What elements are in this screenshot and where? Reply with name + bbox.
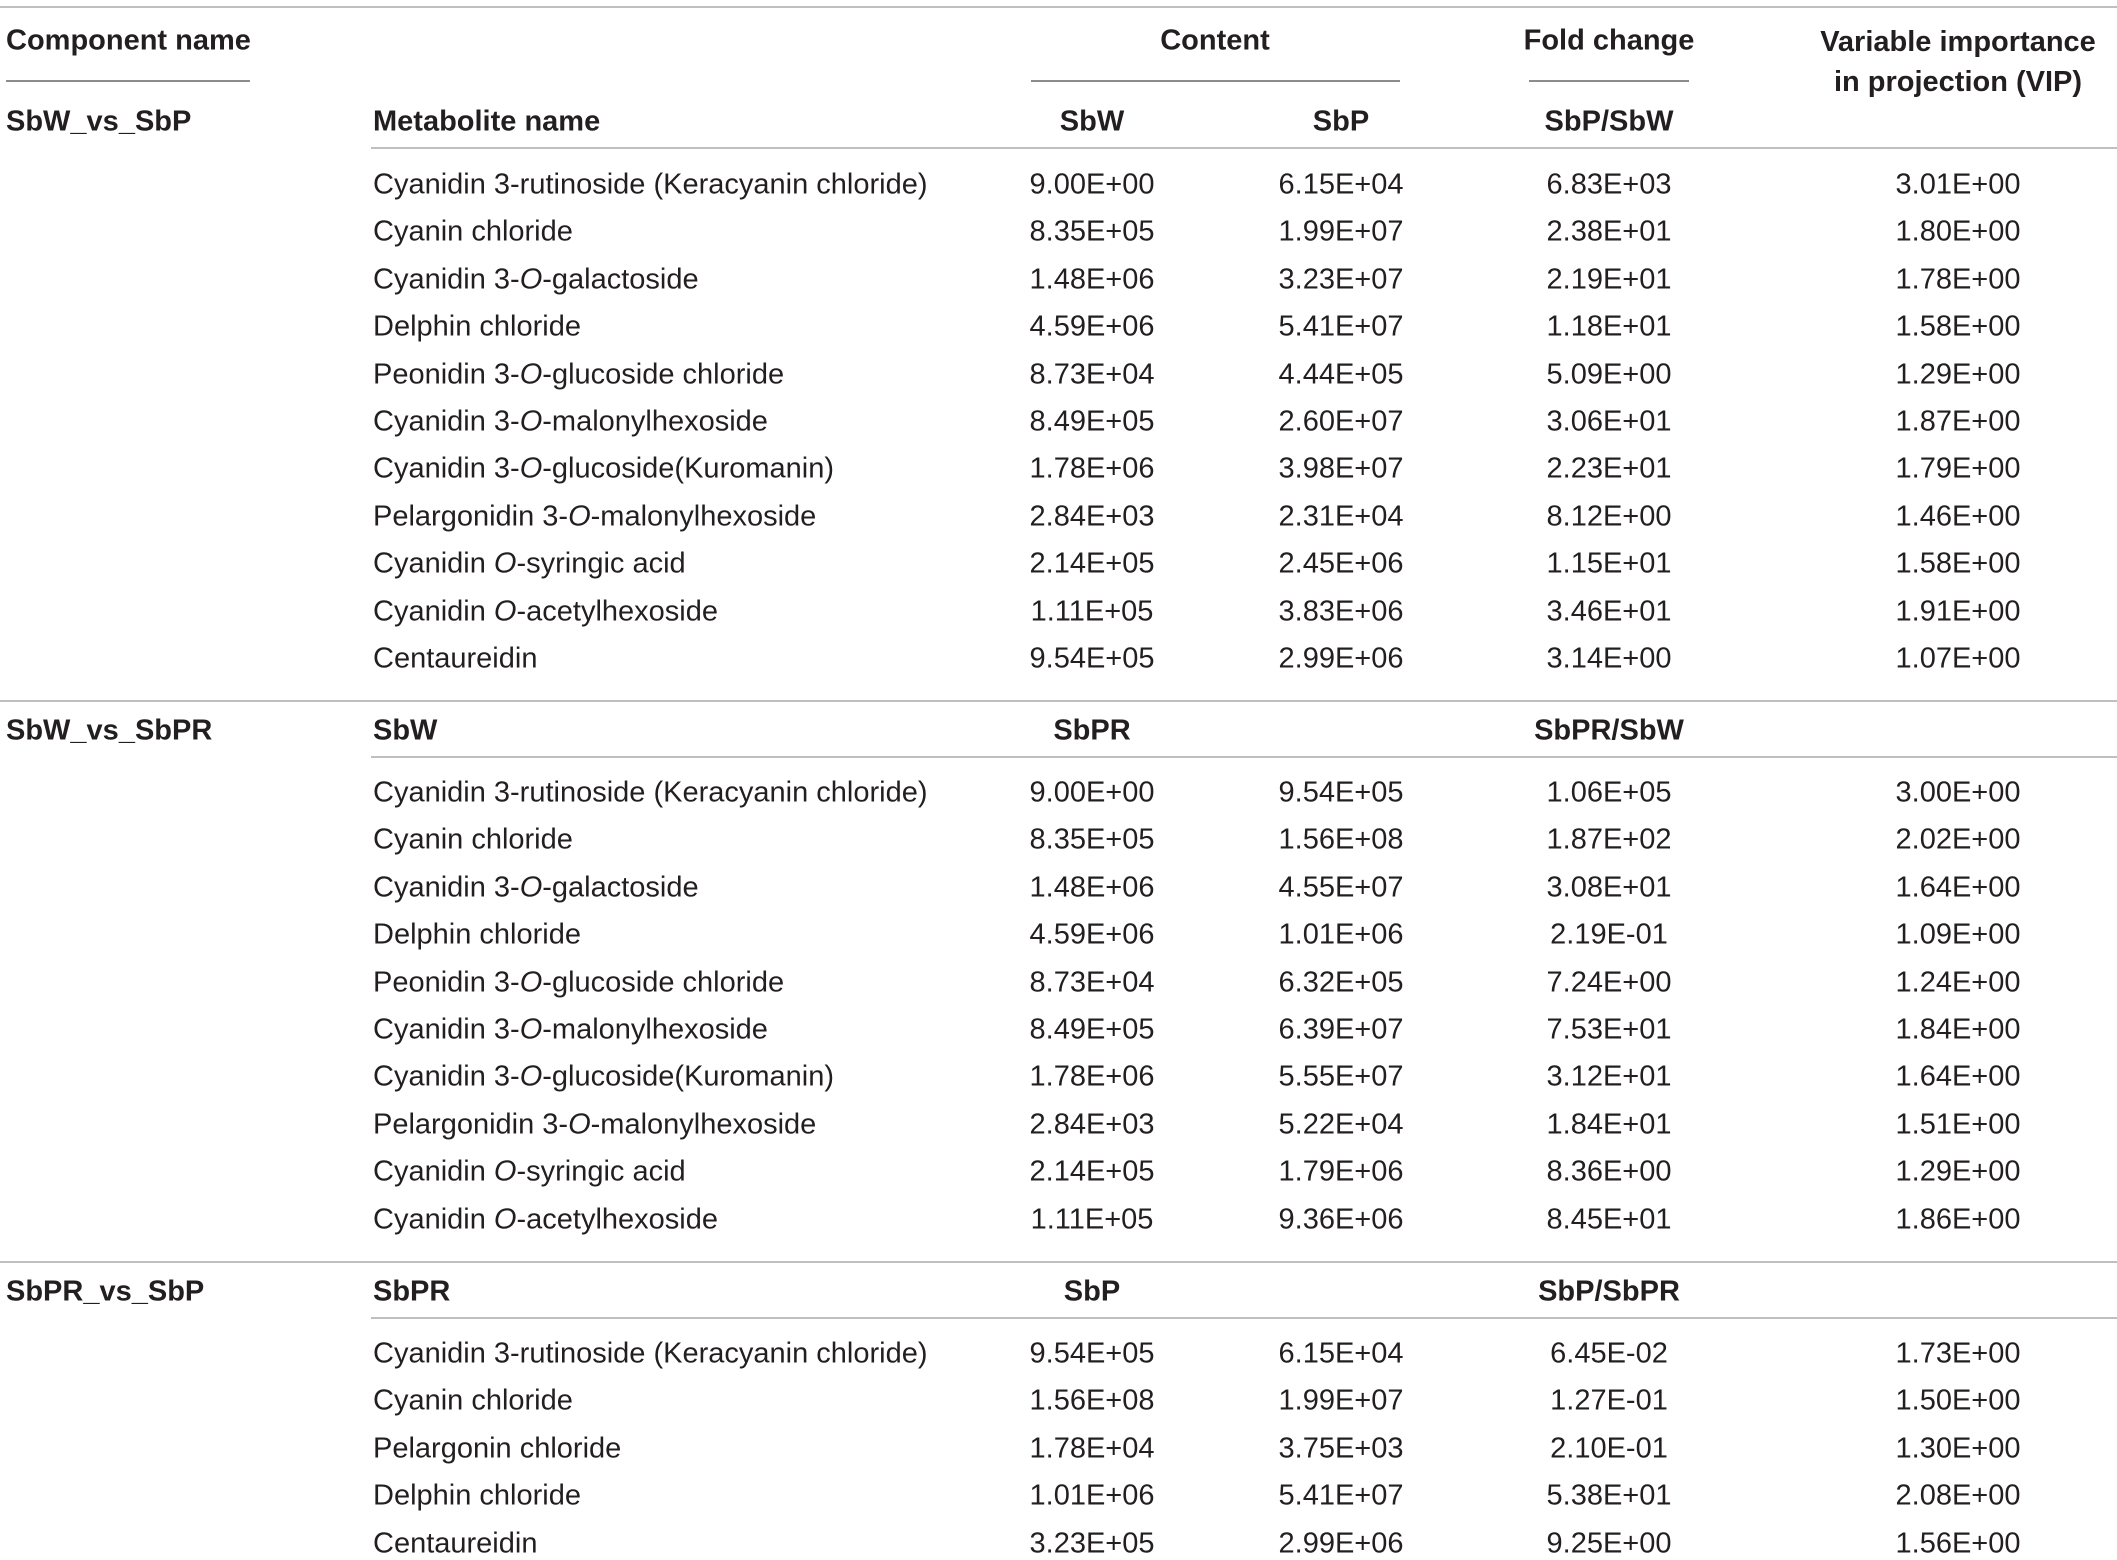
vip-value: 1.87E+00 <box>1895 405 2021 438</box>
vip-value: 1.51E+00 <box>1895 1108 2021 1141</box>
vip-value: 1.09E+00 <box>1895 918 2021 951</box>
content-value-1: 1.78E+06 <box>1029 452 1155 485</box>
section-col1-header: Metabolite name <box>373 105 601 138</box>
content-value-1: 4.59E+06 <box>1029 310 1155 343</box>
content-value-1: 8.49E+05 <box>1029 1013 1155 1046</box>
content-value-2: 5.55E+07 <box>1278 1060 1404 1093</box>
name-part: Cyanidin 3-rutinoside (Keracyanin chloride) <box>373 168 928 201</box>
vip-value: 1.58E+00 <box>1895 547 2021 580</box>
top-rule <box>0 6 2117 8</box>
fold-change-value: 3.06E+01 <box>1546 405 1672 438</box>
vip-value: 2.08E+00 <box>1895 1479 2021 1512</box>
content-value-1: 8.49E+05 <box>1029 405 1155 438</box>
name-part: -glucoside chloride <box>542 358 785 391</box>
vip-value: 1.50E+00 <box>1895 1384 2021 1417</box>
content-value-1: 9.00E+00 <box>1029 168 1155 201</box>
content-value-1: 2.14E+05 <box>1029 547 1155 580</box>
italic-locant: O <box>519 405 543 438</box>
section-label: SbPR_vs_SbP <box>6 1275 205 1308</box>
content-value-2: 6.15E+04 <box>1278 1337 1404 1370</box>
italic-locant: O <box>519 358 543 391</box>
metabolite-name <box>373 1108 817 1141</box>
content-value-2: 4.55E+07 <box>1278 871 1404 904</box>
vip-value: 1.73E+00 <box>1895 1337 2021 1370</box>
content-value-1: 8.73E+04 <box>1029 358 1155 391</box>
metabolite-name <box>373 1527 538 1560</box>
name-part: Cyanin chloride <box>373 823 573 856</box>
section-label: SbW_vs_SbPR <box>6 714 213 747</box>
vip-value: 3.00E+00 <box>1895 776 2021 809</box>
vip-value: 1.78E+00 <box>1895 263 2021 296</box>
name-part: Delphin chloride <box>373 310 581 343</box>
metabolite-name <box>373 1479 581 1512</box>
name-part: -galactoside <box>542 871 699 904</box>
content-value-2: 1.56E+08 <box>1278 823 1404 856</box>
metabolite-name <box>373 263 699 296</box>
metabolite-name <box>373 871 699 904</box>
name-part: Cyanidin <box>373 1203 494 1236</box>
content-value-1: 9.54E+05 <box>1029 1337 1155 1370</box>
vip-header-line1: Variable importance <box>1820 26 2096 58</box>
name-part: -glucoside(Kuromanin) <box>542 452 834 485</box>
content-value-2: 6.39E+07 <box>1278 1013 1404 1046</box>
fold-change-value: 3.12E+01 <box>1546 1060 1672 1093</box>
vip-value: 1.29E+00 <box>1895 1155 2021 1188</box>
content-value-1: 1.48E+06 <box>1029 263 1155 296</box>
fold-change-value: 2.23E+01 <box>1546 452 1672 485</box>
italic-locant: O <box>519 871 543 904</box>
section-col4-header: SbPR/SbW <box>1534 714 1684 747</box>
content-value-2: 4.44E+05 <box>1278 358 1404 391</box>
name-part: Cyanidin 3-rutinoside (Keracyanin chloride) <box>373 776 928 809</box>
section-col1-header: SbW <box>373 714 438 747</box>
name-part: -acetylhexoside <box>516 595 718 628</box>
fold-change-value: 7.24E+00 <box>1546 966 1672 999</box>
content-value-2: 1.79E+06 <box>1278 1155 1404 1188</box>
name-part: Cyanidin <box>373 547 494 580</box>
name-part: Pelargonidin 3- <box>373 500 569 533</box>
metabolite-name <box>373 1203 718 1236</box>
vip-value: 1.64E+00 <box>1895 1060 2021 1093</box>
metabolite-name <box>373 1384 573 1417</box>
section-header-rule <box>371 147 2117 149</box>
vip-value: 3.01E+00 <box>1895 168 2021 201</box>
name-part: -malonylhexoside <box>590 1108 817 1141</box>
metabolite-name <box>373 310 581 343</box>
vip-value: 1.46E+00 <box>1895 500 2021 533</box>
content-value-2: 2.45E+06 <box>1278 547 1404 580</box>
metabolite-name <box>373 966 785 999</box>
content-value-1: 4.59E+06 <box>1029 918 1155 951</box>
italic-locant: O <box>493 1203 517 1236</box>
italic-locant: O <box>568 500 591 533</box>
content-value-2: 3.23E+07 <box>1278 263 1404 296</box>
vip-header <box>1820 22 2096 102</box>
content-underline <box>1031 80 1400 82</box>
content-value-2: 2.99E+06 <box>1278 1527 1404 1560</box>
metabolite-name <box>373 452 834 485</box>
fold-change-header: Fold change <box>1523 24 1695 57</box>
name-part: -acetylhexoside <box>516 1203 718 1236</box>
metabolite-name <box>373 776 928 809</box>
content-value-1: 1.78E+04 <box>1029 1432 1155 1465</box>
metabolite-name <box>373 547 686 580</box>
name-part: Cyanidin 3- <box>373 871 520 904</box>
metabolite-name <box>373 1155 686 1188</box>
name-part: Pelargonin chloride <box>373 1432 622 1465</box>
italic-locant: O <box>519 1013 543 1046</box>
content-value-2: 5.41E+07 <box>1278 1479 1404 1512</box>
name-part: Cyanidin 3- <box>373 405 520 438</box>
component-name-header: Component name <box>6 24 251 57</box>
fold-change-value: 2.19E-01 <box>1550 918 1668 951</box>
content-value-2: 1.99E+07 <box>1278 215 1404 248</box>
content-value-2: 9.36E+06 <box>1278 1203 1404 1236</box>
italic-locant: O <box>493 1155 517 1188</box>
fold-change-value: 2.10E-01 <box>1550 1432 1668 1465</box>
content-value-2: 3.98E+07 <box>1278 452 1404 485</box>
vip-value: 1.84E+00 <box>1895 1013 2021 1046</box>
section-col4-header: SbP/SbPR <box>1538 1275 1680 1308</box>
section-header-rule <box>371 1317 2117 1319</box>
vip-value: 1.56E+00 <box>1895 1527 2021 1560</box>
section-col4-header: SbP/SbW <box>1544 105 1674 138</box>
fold-change-value: 6.45E-02 <box>1550 1337 1668 1370</box>
fold-change-value: 1.27E-01 <box>1550 1384 1668 1417</box>
fold-change-value: 8.12E+00 <box>1546 500 1672 533</box>
name-part: Delphin chloride <box>373 1479 581 1512</box>
name-part: -syringic acid <box>516 1155 686 1188</box>
content-value-1: 1.78E+06 <box>1029 1060 1155 1093</box>
name-part: Cyanin chloride <box>373 215 573 248</box>
name-part: Centaureidin <box>373 1527 538 1560</box>
metabolite-name <box>373 918 581 951</box>
name-part: -syringic acid <box>516 547 686 580</box>
section-label: SbW_vs_SbP <box>6 105 192 138</box>
name-part: Cyanidin 3- <box>373 263 520 296</box>
vip-header-line2: in projection (VIP) <box>1833 66 2083 98</box>
section-col2-header: SbP <box>1063 1275 1121 1308</box>
fold-change-value: 3.08E+01 <box>1546 871 1672 904</box>
content-value-1: 9.00E+00 <box>1029 776 1155 809</box>
name-part: -malonylhexoside <box>590 500 817 533</box>
vip-value: 1.80E+00 <box>1895 215 2021 248</box>
content-value-1: 2.84E+03 <box>1029 500 1155 533</box>
section-col1-header: SbPR <box>373 1275 451 1308</box>
content-value-2: 6.32E+05 <box>1278 966 1404 999</box>
name-part: Cyanidin 3- <box>373 1013 520 1046</box>
metabolite-name <box>373 823 573 856</box>
metabolite-name <box>373 1013 768 1046</box>
name-part: Peonidin 3- <box>373 358 520 391</box>
vip-value: 1.79E+00 <box>1895 452 2021 485</box>
content-value-1: 8.35E+05 <box>1029 215 1155 248</box>
name-part: -glucoside chloride <box>542 966 785 999</box>
component-name-underline <box>6 80 250 82</box>
fold-change-value: 5.38E+01 <box>1546 1479 1672 1512</box>
content-value-1: 8.73E+04 <box>1029 966 1155 999</box>
metabolite-name <box>373 1432 622 1465</box>
content-value-2: 9.54E+05 <box>1278 776 1404 809</box>
section-col3-header: SbP <box>1312 105 1370 138</box>
section-top-rule <box>0 700 2117 702</box>
metabolite-name <box>373 1337 928 1370</box>
italic-locant: O <box>519 263 543 296</box>
vip-value: 2.02E+00 <box>1895 823 2021 856</box>
italic-locant: O <box>519 1060 543 1093</box>
vip-value: 1.07E+00 <box>1895 642 2021 675</box>
content-value-2: 3.75E+03 <box>1278 1432 1404 1465</box>
vip-value: 1.29E+00 <box>1895 358 2021 391</box>
metabolite-name <box>373 215 573 248</box>
section-col2-header: SbW <box>1059 105 1125 138</box>
content-value-2: 6.15E+04 <box>1278 168 1404 201</box>
italic-locant: O <box>493 595 517 628</box>
content-value-2: 5.41E+07 <box>1278 310 1404 343</box>
name-part: Cyanidin 3-rutinoside (Keracyanin chloride) <box>373 1337 928 1370</box>
italic-locant: O <box>568 1108 591 1141</box>
italic-locant: O <box>519 966 543 999</box>
content-value-1: 1.11E+05 <box>1030 1203 1154 1236</box>
metabolite-name <box>373 595 718 628</box>
name-part: -malonylhexoside <box>542 405 768 438</box>
content-value-1: 3.23E+05 <box>1029 1527 1155 1560</box>
fold-change-value: 3.14E+00 <box>1546 642 1672 675</box>
name-part: Cyanin chloride <box>373 1384 573 1417</box>
content-value-1: 8.35E+05 <box>1029 823 1155 856</box>
content-value-2: 1.99E+07 <box>1278 1384 1404 1417</box>
fold-change-value: 5.09E+00 <box>1546 358 1672 391</box>
fold-change-value: 8.45E+01 <box>1546 1203 1672 1236</box>
vip-value: 1.58E+00 <box>1895 310 2021 343</box>
content-value-2: 1.01E+06 <box>1278 918 1404 951</box>
metabolite-name <box>373 500 817 533</box>
italic-locant: O <box>519 452 543 485</box>
content-value-1: 2.84E+03 <box>1029 1108 1155 1141</box>
content-value-2: 3.83E+06 <box>1278 595 1404 628</box>
fold-change-value: 1.18E+01 <box>1546 310 1672 343</box>
fold-change-value: 8.36E+00 <box>1546 1155 1672 1188</box>
fold-change-value: 2.38E+01 <box>1546 215 1672 248</box>
name-part: Delphin chloride <box>373 918 581 951</box>
content-value-2: 2.60E+07 <box>1278 405 1404 438</box>
name-part: Cyanidin <box>373 1155 494 1188</box>
name-part: Cyanidin <box>373 595 494 628</box>
fold-change-value: 3.46E+01 <box>1546 595 1672 628</box>
fold-change-value: 6.83E+03 <box>1546 168 1672 201</box>
content-value-1: 2.14E+05 <box>1029 1155 1155 1188</box>
vip-value: 1.91E+00 <box>1895 595 2021 628</box>
fold-change-value: 1.84E+01 <box>1546 1108 1672 1141</box>
vip-value: 1.30E+00 <box>1895 1432 2021 1465</box>
name-part: Centaureidin <box>373 642 538 675</box>
vip-value: 1.24E+00 <box>1895 966 2021 999</box>
vip-value: 1.64E+00 <box>1895 871 2021 904</box>
content-value-1: 9.54E+05 <box>1029 642 1155 675</box>
metabolite-name <box>373 405 768 438</box>
content-value-1: 1.01E+06 <box>1029 1479 1155 1512</box>
content-value-1: 1.11E+05 <box>1030 595 1154 628</box>
name-part: Cyanidin 3- <box>373 1060 520 1093</box>
content-header: Content <box>1160 24 1270 57</box>
fold-change-value: 1.15E+01 <box>1546 547 1672 580</box>
content-value-2: 2.99E+06 <box>1278 642 1404 675</box>
section-col2-header: SbPR <box>1053 714 1131 747</box>
section-top-rule <box>0 1261 2117 1263</box>
section-header-rule <box>371 756 2117 758</box>
content-value-1: 1.48E+06 <box>1029 871 1155 904</box>
vip-value: 1.86E+00 <box>1895 1203 2021 1236</box>
fold-change-value: 1.87E+02 <box>1546 823 1672 856</box>
content-value-2: 2.31E+04 <box>1278 500 1404 533</box>
italic-locant: O <box>493 547 517 580</box>
fold-change-underline <box>1529 80 1689 82</box>
name-part: Peonidin 3- <box>373 966 520 999</box>
fold-change-value: 9.25E+00 <box>1546 1527 1672 1560</box>
content-value-2: 5.22E+04 <box>1278 1108 1404 1141</box>
name-part: -galactoside <box>542 263 699 296</box>
fold-change-value: 1.06E+05 <box>1546 776 1672 809</box>
name-part: -malonylhexoside <box>542 1013 768 1046</box>
name-part: Cyanidin 3- <box>373 452 520 485</box>
metabolite-name <box>373 642 538 675</box>
metabolite-name <box>373 358 785 391</box>
content-value-1: 1.56E+08 <box>1029 1384 1155 1417</box>
name-part: Pelargonidin 3- <box>373 1108 569 1141</box>
metabolite-name <box>373 1060 834 1093</box>
fold-change-value: 2.19E+01 <box>1546 263 1672 296</box>
fold-change-value: 7.53E+01 <box>1546 1013 1672 1046</box>
metabolite-name <box>373 168 928 201</box>
name-part: -glucoside(Kuromanin) <box>542 1060 834 1093</box>
